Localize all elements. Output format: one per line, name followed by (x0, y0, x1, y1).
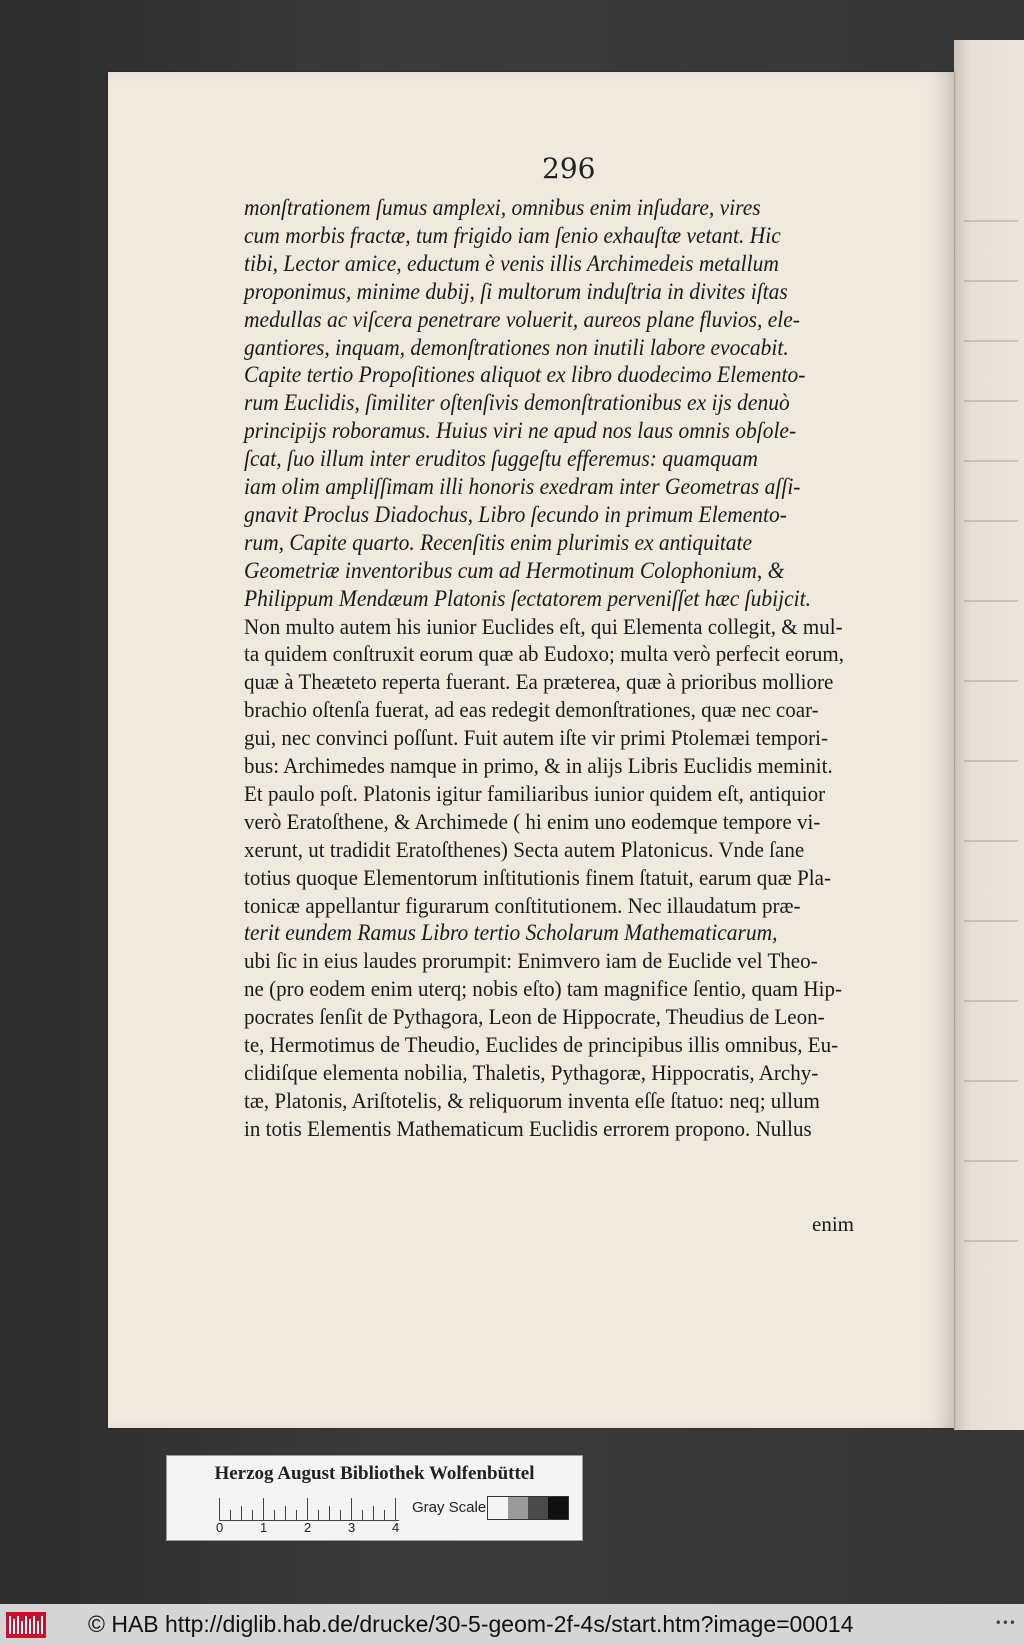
text-line: iam olim ampliſſimam illi honoris exedram inter Geometras aſſi- (244, 474, 801, 499)
text-line: rum, Capite quarto. Recenſitis enim plurimis ex antiquitate (244, 529, 753, 555)
scale-number: 2 (304, 1520, 312, 1535)
text-line: proponimus, minime dubij, ſi multorum induſtria in divites iſtas (244, 278, 788, 304)
text-line: cum morbis fractæ, tum frigido iam ſenio exhauſtæ vetant. Hic (244, 222, 781, 248)
text-line: quæ à Theæteto reperta fuerant. Ea præterea, quæ à prioribus molliore (244, 669, 834, 695)
text-line: medullas ac viſcera penetrare voluerit, aureos plane fluvios, ele- (244, 306, 800, 332)
scale-number: 3 (348, 1520, 356, 1535)
more-icon[interactable]: ••• (994, 1616, 1016, 1630)
text-line: rum Euclidis, ſimiliter oſtenſivis demonſtrationibus ex ijs denuò (244, 390, 790, 416)
library-name: Herzog August Bibliothek Wolfenbüttel (214, 1463, 535, 1484)
page-number: 296 (542, 152, 596, 185)
text-line: xerunt, ut tradidit Eratoſthenes) Secta autem Platonicus. Vnde ſane (244, 836, 805, 862)
text-line: te, Hermotimus de Theudio, Euclides de principibus illis omnibus, Eu- (244, 1032, 839, 1057)
text-line: gantiores, inquam, demonſtrationes non inutili labore evocabit. (244, 334, 789, 360)
text-line: tæ, Platonis, Ariſtotelis, & reliquorum inventa eſſe ſtatuo: neq; ullum (244, 1087, 820, 1113)
text-line: tibi, Lector amice, eductum è venis illis Archimedeis metallum (244, 250, 779, 276)
gray-swatch (548, 1497, 568, 1519)
gray-scale-label: Gray Scale (412, 1499, 487, 1516)
text-line: ne (pro eodem enim uterq; nobis eſto) tam magnifice ſentio, quam Hip- (244, 976, 842, 1002)
copyright-url[interactable]: © HAB http://diglib.hab.de/drucke/30-5-geom-2f-4s/start.htm?image=00014 (88, 1611, 854, 1637)
text-line: ta quidem conſtruxit eorum quæ ab Eudoxo; multa verò perfecit eorum, (244, 641, 844, 667)
text-line: principijs roboramus. Huius viri ne apud nos laus omnis obſole- (244, 418, 797, 444)
gray-swatch (528, 1497, 548, 1519)
scale-number: 1 (260, 1520, 268, 1535)
gray-scale-swatches (487, 1496, 569, 1520)
text-line: verò Eratoſthene, & Archimede ( hi enim uno eodemque tempore vi- (244, 808, 821, 834)
text-line: monſtrationem ſumus amplexi, omnibus enim inſudare, vires (244, 195, 761, 220)
text-line: pocrates ſenſit de Pythagora, Leon de Hippocrate, Theudius de Leon- (244, 1004, 825, 1030)
text-line: tonicæ appellantur figurarum conſtitutionem. Nec illaudatum præ- (244, 892, 801, 918)
text-line: Capite tertio Propoſitiones aliquot ex libro duodecimo Elemento- (244, 362, 806, 388)
text-line: terit eundem Ramus Libro tertio Scholarum Mathematicarum, (244, 920, 778, 946)
text-line: in totis Elementis Mathematicum Euclidis errorem propono. Nullus (244, 1115, 812, 1141)
text-line: brachio oſtenſa fuerat, ad eas redegit demonſtrationes, quæ nec coar- (244, 697, 819, 723)
gray-swatch (488, 1497, 508, 1519)
text-line: gnavit Proclus Diadochus, Libro ſecundo in primum Elemento- (244, 501, 787, 527)
scale-ruler (219, 1496, 399, 1521)
text-line: clidiſque elementa nobilia, Thaletis, Pythagoræ, Hippocratis, Archy- (244, 1059, 819, 1085)
text-line: ſcat, ſuo illum inter eruditos ſuggeſtu efferemus: quamquam (244, 446, 758, 472)
text-line: Philippum Mendæum Platonis ſectatorem perveniſſet hæc ſubijcit. (244, 585, 811, 611)
text-line: Non multo autem his iunior Euclides eſt, qui Elementa collegit, & mul- (244, 613, 843, 639)
text-line: Geometriæ inventoribus cum ad Hermotinum Colophonium, & (244, 557, 785, 583)
text-line: totius quoque Elementorum inſtitutionis finem ſtatuit, earum quæ Pla- (244, 864, 831, 890)
catchword: enim (812, 1212, 854, 1236)
text-line: Et paulo poſt. Platonis igitur familiaribus iunior quidem eſt, antiquior (244, 780, 826, 806)
gray-swatch (508, 1497, 528, 1519)
hab-logo-icon (6, 1612, 46, 1638)
text-line: bus: Archimedes namque in primo, & in alijs Libris Euclidis meminit. (244, 753, 833, 778)
scale-number: 0 (216, 1520, 224, 1535)
scale-number: 4 (392, 1520, 400, 1535)
text-line: gui, nec convinci poſſunt. Fuit autem iſte vir primi Ptolemæi tempori- (244, 725, 829, 751)
footer-bar (0, 1604, 1024, 1645)
next-page-edge (954, 40, 1024, 1430)
color-calibration-bar (166, 1455, 583, 1541)
text-line: ubi ſic in eius laudes prorumpit: Enimvero iam de Euclide vel Theo- (244, 948, 818, 974)
